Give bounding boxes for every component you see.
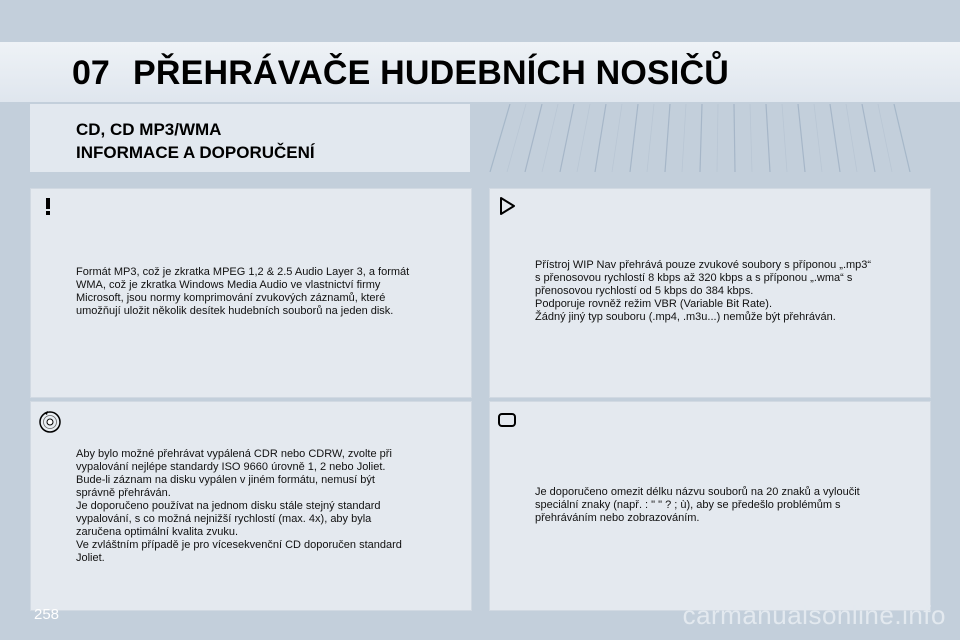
page-number: 258 — [34, 606, 60, 623]
text-line: Podporuje rovněž režim VBR (Variable Bit Rate). — [535, 298, 773, 310]
panel-mp3-wma-text — [76, 266, 409, 318]
text-line: Aby bylo možné přehrávat vypálená CDR nebo CDRW, zvolte při — [76, 448, 392, 460]
text-line: zaručena optimální kvalita zvuku. — [76, 526, 239, 538]
text-line: Joliet. — [76, 552, 105, 564]
disc-icon — [38, 410, 62, 434]
text-line: speciální znaky (např. : " " ? ; ù), aby se předešlo problémům s — [535, 499, 841, 511]
panel-cd-burning-text — [76, 448, 402, 565]
text-line: umožňují uložit několik desítek hudebních souborů na jeden disk. — [76, 305, 394, 317]
text-line: vypalování nejlépe standardy ISO 9660 úrovně 1, 2 nebo Joliet. — [76, 461, 386, 473]
text-line: přenosovou rychlostí od 5 kbps do 384 kbps. — [535, 285, 754, 297]
decorative-stripes — [470, 104, 930, 172]
text-line: Je doporučeno omezit délku názvu souborů na 20 znaků a vyloučit — [535, 486, 860, 498]
text-line: WMA, což je zkratka Windows Media Audio ve vlastnictví firmy — [76, 279, 381, 291]
text-line: Přístroj WIP Nav přehrává pouze zvukové soubory s příponou „.mp3“ — [535, 259, 872, 271]
text-line: s přenosovou rychlostí 8 kbps až 320 kbps a s příponou „.wma“ s — [535, 272, 853, 284]
exclamation-icon — [38, 196, 58, 216]
section-subtitle: INFORMACE A DOPORUČENÍ — [76, 143, 315, 162]
text-line: Je doporučeno používat na jednom disku stále stejný standard — [76, 500, 381, 512]
text-line: Ve zvláštním případě je pro vícesekvenční CD doporučen standard — [76, 539, 402, 551]
text-line: správně přehráván. — [76, 487, 171, 499]
watermark: carmanualsonline.info — [682, 600, 946, 630]
play-icon — [497, 196, 517, 216]
text-line: Microsoft, jsou normy komprimování zvukových záznamů, které — [76, 292, 386, 304]
panel-supported-formats-text — [535, 259, 871, 324]
chapter-number: 07 — [72, 54, 110, 92]
page-title: PŘEHRÁVAČE HUDEBNÍCH NOSIČŮ — [133, 54, 730, 92]
text-line: vypalování, s co možná nejnižší rychlostí (max. 4x), aby byla — [76, 513, 372, 525]
section-title: CD, CD MP3/WMA — [76, 120, 222, 139]
panel-file-names-text — [535, 486, 860, 525]
text-line: Formát MP3, což je zkratka MPEG 1,2 & 2.5 Audio Layer 3, a formát — [76, 266, 410, 278]
rounded-square-icon — [497, 410, 517, 430]
text-line: přehráváním nebo zobrazováním. — [535, 512, 700, 524]
text-line: Bude-li záznam na disku vypálen v jiném formátu, nemusí být — [76, 474, 375, 486]
text-line: Žádný jiný typ souboru (.mp4, .m3u...) nemůže být přehráván. — [535, 311, 836, 323]
